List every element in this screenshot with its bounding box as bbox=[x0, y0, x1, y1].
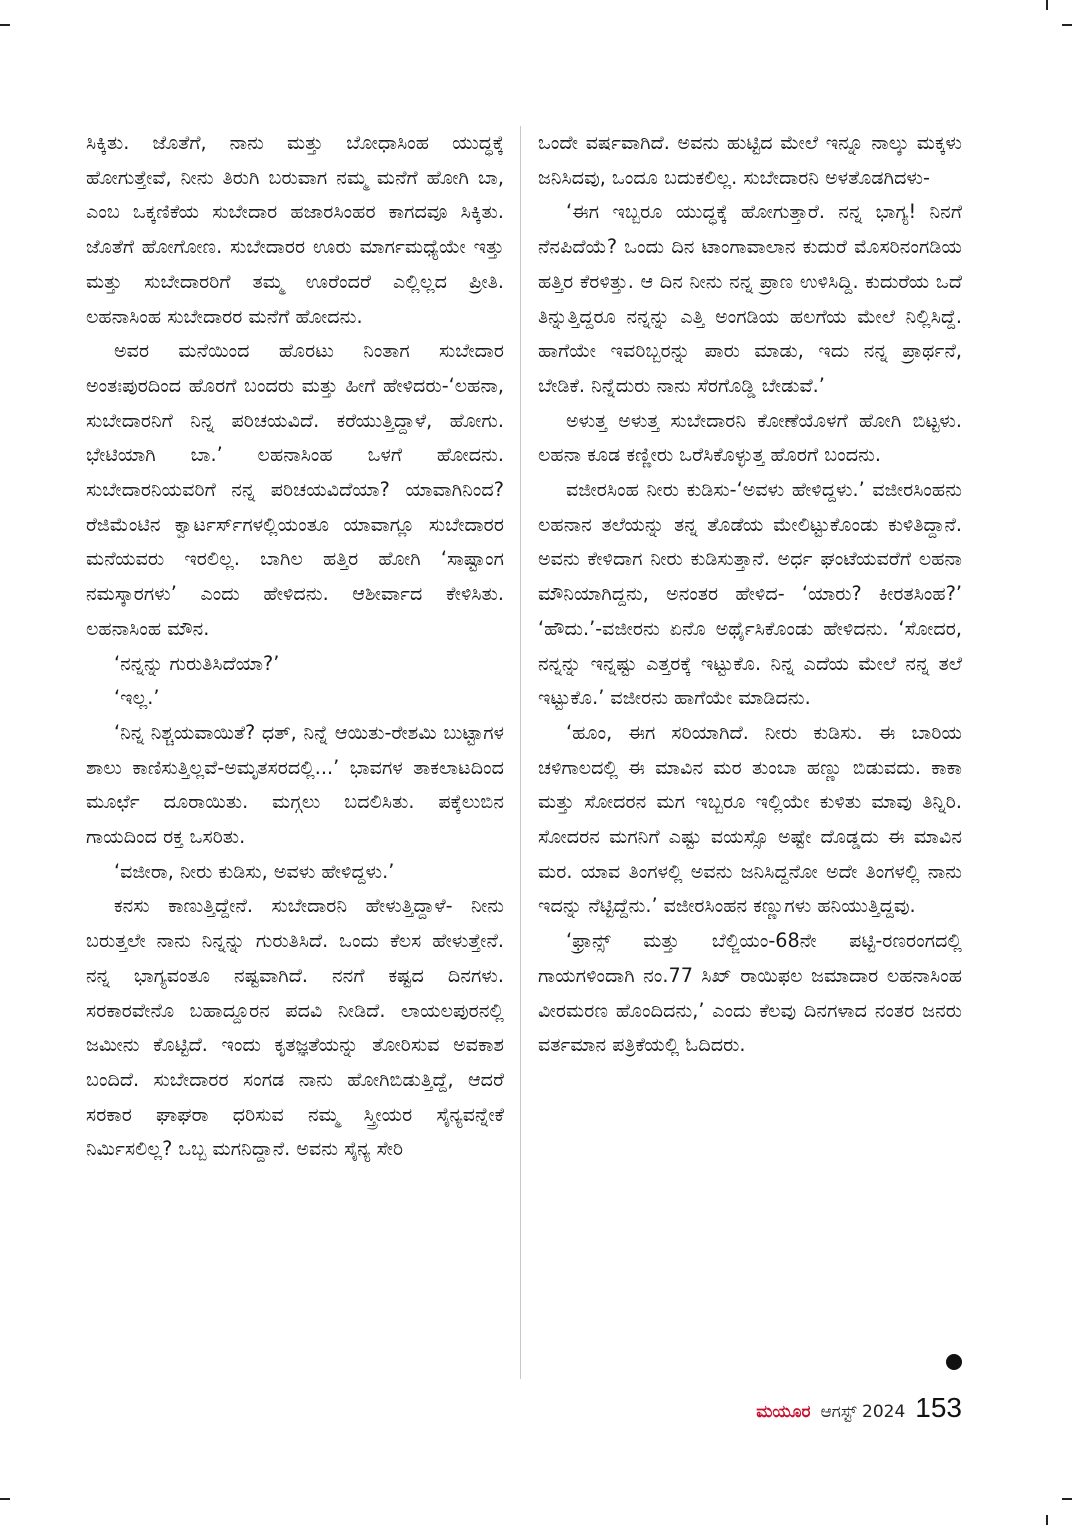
crop-mark bbox=[1046, 1515, 1048, 1525]
paragraph: ‘ಹೂಂ, ಈಗ ಸರಿಯಾಗಿದೆ. ನೀರು ಕುಡಿಸು. ಈ ಬಾರಿಯ ಚಳಿಗಾಲದಲ್ಲಿ ಈ ಮಾವಿನ ಮರ ತುಂಬಾ ಹಣ್ಣು ಬಿಡುವದು. ಕಾಕಾ ಮತ್ತು ಸೋದರನ ಮಗ ಇಬ್ಬರೂ ಇಲ್ಲಿಯೇ ಕುಳಿತು ಮಾವು ತಿನ್ನಿರಿ. ಸೋದರನ ಮಗನಿಗೆ ಎಷ್ಟು ವಯಸ್ಸೊ ಅಷ್ಟೇ ದೊಡ್ಡದು ಈ ಮಾವಿನ ಮರ. ಯಾವ ತಿಂಗಳಲ್ಲಿ ಅವನು ಜನಿಸಿದ್ದನೋ ಅದೇ ತಿಂಗಳಲ್ಲಿ ನಾನು ಇದನ್ನು ನೆಟ್ಟಿದ್ದೆನು.’ ವಜೀರಸಿಂಹನ ಕಣ್ಣುಗಳು ಹನಿಯುತ್ತಿದ್ದವು. bbox=[538, 720, 962, 918]
paragraph: ಕನಸು ಕಾಣುತ್ತಿದ್ದೇನೆ. ಸುಬೇದಾರನಿ ಹೇಳುತ್ತಿದ್ದಾಳೆ- ನೀನು ಬರುತ್ತಲೇ ನಾನು ನಿನ್ನನ್ನು ಗುರುತಿಸಿದೆ. ಒಂದು ಕೆಲಸ ಹೇಳುತ್ತೇನೆ. ನನ್ನ ಭಾಗ್ಯವಂತೂ ನಷ್ಟವಾಗಿದೆ. ನನಗೆ ಕಷ್ಟದ ದಿನಗಳು. ಸರಕಾರವೇನೊ ಬಹಾದ್ದೂರನ ಪದವಿ ನೀಡಿದೆ. ಲಾಯಲಪುರನಲ್ಲಿ ಜಮೀನು ಕೊಟ್ಟಿದೆ. ಇಂದು ಕೃತಜ್ಞತೆಯನ್ನು ತೋರಿಸುವ ಅವಕಾಶ ಬಂದಿದೆ. ಸುಬೇದಾರರ ಸಂಗಡ ನಾನು ಹೋಗಿಬಿಡುತ್ತಿದ್ದೆ, ಆದರೆ ಸರಕಾರ ಘಾಘರಾ ಧರಿಸುವ ನಮ್ಮ ಸ್ತ್ರೀಯರ ಸೈನ್ಯವನ್ನೇಕೆ ನಿರ್ಮಿಸಲಿಲ್ಲ? ಒಬ್ಬ ಮಗನಿದ್ದಾನೆ. ಅವನು ಸೈನ್ಯ ಸೇರಿ bbox=[86, 894, 504, 1161]
crop-mark bbox=[0, 24, 10, 26]
crop-mark bbox=[1046, 0, 1048, 10]
paragraph: ‘ನಿನ್ನ ನಿಶ್ಚಯವಾಯಿತೆ? ಧತ್, ನಿನ್ನೆ ಆಯಿತು-ರೇಶಮಿ ಬುಟ್ಟಾಗಳ ಶಾಲು ಕಾಣಿಸುತ್ತಿಲ್ಲವೆ-ಅಮೃತಸರದಲ್ಲಿ...’ ಭಾವಗಳ ತಾಕಲಾಟದಿಂದ ಮೂರ್ಛೆ ದೂರಾಯಿತು. ಮಗ್ಗಲು ಬದಲಿಸಿತು. ಪಕ್ಕೆಲುಬಿನ ಗಾಯದಿಂದ ರಕ್ತ ಒಸರಿತು. bbox=[86, 720, 504, 849]
issue-date: ಆಗಸ್ಟ್ 2024 bbox=[820, 1402, 906, 1422]
paragraph: ‘ಈಗ ಇಬ್ಬರೂ ಯುದ್ಧಕ್ಕೆ ಹೋಗುತ್ತಾರೆ. ನನ್ನ ಭಾಗ್ಯ! ನಿನಗೆ ನೆನಪಿದೆಯೆ? ಒಂದು ದಿನ ಟಾಂಗಾವಾಲಾನ ಕುದುರೆ ಮೊಸರಿನಂಗಡಿಯ ಹತ್ತಿರ ಕೆರಳಿತ್ತು. ಆ ದಿನ ನೀನು ನನ್ನ ಪ್ರಾಣ ಉಳಿಸಿದ್ದಿ. ಕುದುರೆಯ ಒದೆ ತಿನ್ನುತ್ತಿದ್ದರೂ ನನ್ನನ್ನು ಎತ್ತಿ ಅಂಗಡಿಯ ಹಲಗೆಯ ಮೇಲೆ ನಿಲ್ಲಿಸಿದ್ದೆ. ಹಾಗೆಯೇ ಇವರಿಬ್ಬರನ್ನು ಪಾರು ಮಾಡು, ಇದು ನನ್ನ ಪ್ರಾರ್ಥನೆ, ಬೇಡಿಕೆ. ನಿನ್ನೆದುರು ನಾನು ಸೆರಗೊಡ್ಡಿ ಬೇಡುವೆ.’ bbox=[538, 200, 962, 397]
paragraph: ಸಿಕ್ಕಿತು. ಜೊತೆಗೆ, ನಾನು ಮತ್ತು ಬೋಧಾಸಿಂಹ ಯುದ್ಧಕ್ಕೆ ಹೋಗುತ್ತೇವೆ, ನೀನು ತಿರುಗಿ ಬರುವಾಗ ನಮ್ಮ ಮನೆಗೆ ಹೋಗಿ ಬಾ, ಎಂಬ ಒಕ್ಕಣಿಕೆಯ ಸುಬೇದಾರ ಹಜಾರಸಿಂಹರ ಕಾಗದವೂ ಸಿಕ್ಕಿತು. ಜೊತೆಗೆ ಹೋಗೋಣ. ಸುಬೇದಾರರ ಊರು ಮಾರ್ಗಮಧ್ಯೆಯೇ ಇತ್ತು ಮತ್ತು ಸುಬೇದಾರರಿಗೆ ತಮ್ಮ ಊರೆಂದರೆ ಎಲ್ಲಿಲ್ಲದ ಪ್ರೀತಿ. ಲಹನಾಸಿಂಹ ಸುಬೇದಾರರ ಮನೆಗೆ ಹೋದನು. bbox=[86, 131, 504, 328]
paragraph: ‘ವಜೀರಾ, ನೀರು ಕುಡಿಸು, ಅವಳು ಹೇಳಿದ್ದಳು.’ bbox=[114, 859, 395, 883]
paragraph: ಅಳುತ್ತ ಅಳುತ್ತ ಸುಬೇದಾರನಿ ಕೋಣೆಯೊಳಗೆ ಹೋಗಿ ಬಿಟ್ಟಳು. ಲಹನಾ ಕೂಡ ಕಣ್ಣೀರು ಒರೆಸಿಕೊಳ್ಳುತ್ತ ಹೊರಗೆ ಬಂದನು. bbox=[538, 408, 962, 467]
crop-mark bbox=[0, 1498, 10, 1500]
paragraph: ಅವರ ಮನೆಯಿಂದ ಹೊರಟು ನಿಂತಾಗ ಸುಬೇದಾರ ಅಂತಃಪುರದಿಂದ ಹೊರಗೆ ಬಂದರು ಮತ್ತು ಹೀಗೆ ಹೇಳಿದರು-‘ಲಹನಾ, ಸುಬೇದಾರನಿಗೆ ನಿನ್ನ ಪರಿಚಯವಿದೆ. ಕರೆಯುತ್ತಿದ್ದಾಳೆ, ಹೋಗು. ಭೇಟಿಯಾಗಿ ಬಾ.’ ಲಹನಾಸಿಂಹ ಒಳಗೆ ಹೋದನು. ಸುಬೇದಾರನಿಯವರಿಗೆ ನನ್ನ ಪರಿಚಯವಿದೆಯಾ? ಯಾವಾಗಿನಿಂದ? ರೆಜಿಮೆಂಟಿನ ಕ್ವಾರ್ಟರ್ಸ್‌ಗಳಲ್ಲಿಯಂತೂ ಯಾವಾಗ್ಲೂ ಸುಬೇದಾರರ ಮನೆಯವರು ಇರಲಿಲ್ಲ. ಬಾಗಿಲ ಹತ್ತಿರ ಹೋಗಿ ‘ಸಾಷ್ಟಾಂಗ ನಮಸ್ಕಾರಗಳು’ ಎಂದು ಹೇಳಿದನು. ಆಶೀರ್ವಾದ ಕೇಳಿಸಿತು. ಲಹನಾಸಿಂಹ ಮೌನ. bbox=[86, 339, 504, 640]
paragraph: ‘ಫ್ರಾನ್ಸ್ ಮತ್ತು ಬೆಲ್ಜಿಯಂ-68ನೇ ಪಟ್ಟಿ-ರಣರಂಗದಲ್ಲಿ ಗಾಯಗಳಿಂದಾಗಿ ನಂ.77 ಸಿಖ್ ರಾಯಿಫಲ ಜಮಾದಾರ ಲಹನಾಸಿಂಹ ವೀರಮರಣ ಹೊಂದಿದನು,’ ಎಂದು ಕೆಲವು ದಿನಗಳಾದ ನಂತರ ಜನರು ವರ್ತಮಾನ ಪತ್ರಿಕೆಯಲ್ಲಿ ಓದಿದರು. bbox=[538, 929, 962, 1057]
page-number: 153 bbox=[915, 1392, 962, 1423]
crop-mark bbox=[1062, 24, 1072, 26]
paragraph: ‘ನನ್ನನ್ನು ಗುರುತಿಸಿದೆಯಾ?’ bbox=[114, 651, 280, 675]
right-column bbox=[538, 126, 962, 1063]
crop-mark bbox=[1062, 1498, 1072, 1500]
paragraph: ವಜೀರಸಿಂಹ ನೀರು ಕುಡಿಸು-‘ಅವಳು ಹೇಳಿದ್ದಳು.’ ವಜೀರಸಿಂಹನು ಲಹನಾನ ತಲೆಯನ್ನು ತನ್ನ ತೊಡೆಯ ಮೇಲಿಟ್ಟುಕೊಂಡು ಕುಳಿತಿದ್ದಾನೆ. ಅವನು ಕೇಳಿದಾಗ ನೀರು ಕುಡಿಸುತ್ತಾನೆ. ಅರ್ಧ ಘಂಟೆಯವರೆಗೆ ಲಹನಾ ಮೌನಿಯಾಗಿದ್ದನು, ಅನಂತರ ಹೇಳಿದ- ‘ಯಾರು? ಕೀರತಸಿಂಹ?’ ‘ಹೌದು.’-ವಜೀರನು ಏನೊ ಅರ್ಥೈಸಿಕೊಂಡು ಹೇಳಿದನು. ‘ಸೋದರ, ನನ್ನನ್ನು ಇನ್ನಷ್ಟು ಎತ್ತರಕ್ಕೆ ಇಟ್ಟುಕೊ. ನಿನ್ನ ಎದೆಯ ಮೇಲೆ ನನ್ನ ತಲೆ ಇಟ್ಟುಕೊ.’ ವಜೀರನು ಹಾಗೆಯೇ ಮಾಡಿದನು. bbox=[538, 478, 962, 710]
page-footer bbox=[756, 1392, 962, 1424]
end-mark-dot bbox=[946, 1354, 962, 1370]
paragraph: ಒಂದೇ ವರ್ಷವಾಗಿದೆ. ಅವನು ಹುಟ್ಟಿದ ಮೇಲೆ ಇನ್ನೂ ನಾಲ್ಕು ಮಕ್ಕಳು ಜನಿಸಿದವು, ಒಂದೂ ಬದುಕಲಿಲ್ಲ. ಸುಬೇದಾರನಿ ಅಳತೊಡಗಿದಳು- bbox=[538, 131, 962, 189]
left-column bbox=[86, 126, 504, 1167]
paragraph: ‘ಇಲ್ಲ.’ bbox=[114, 686, 160, 710]
column-divider bbox=[520, 126, 521, 1379]
magazine-brand: ಮಯೂರ bbox=[756, 1402, 811, 1422]
